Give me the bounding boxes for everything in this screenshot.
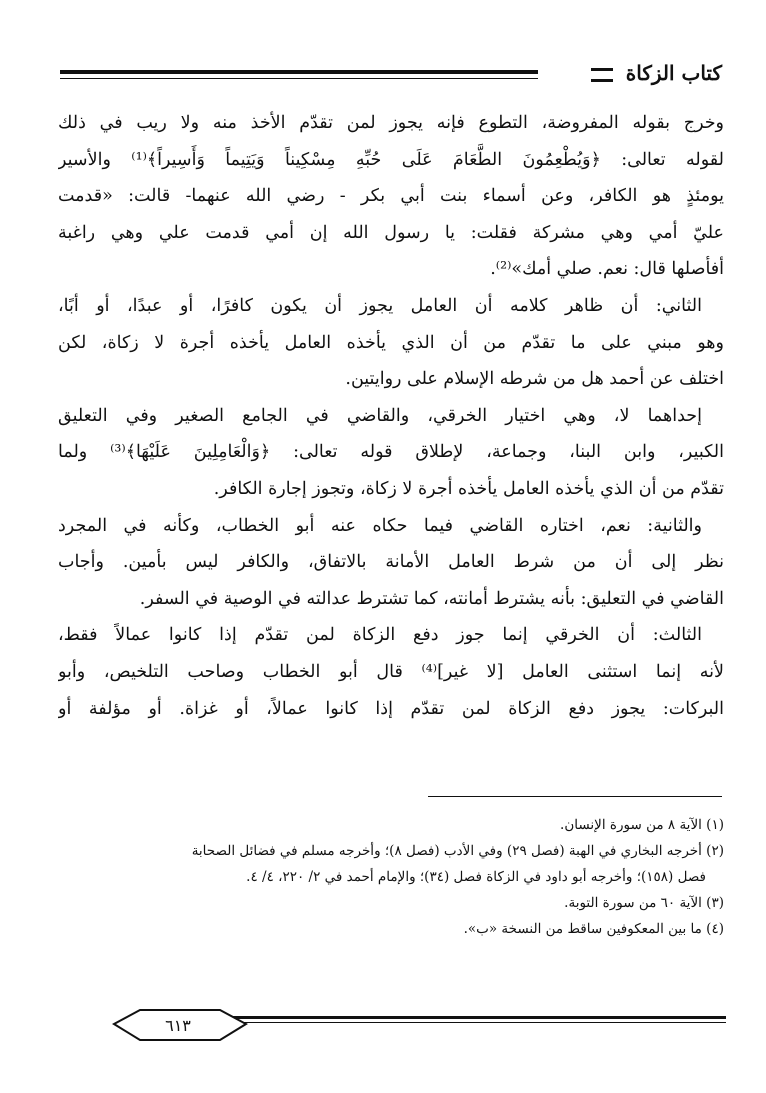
body-line: وخرج بقوله المفروضة، التطوع فإنه يجوز لمن تقدّم الأخذ منه ولا ريب في ذلك (58, 113, 724, 133)
footnote: (٣) الآية ٦٠ من سورة التوبة. (564, 895, 724, 911)
running-header (60, 58, 722, 98)
body-line: والثانية: نعم، اختاره القاضي فيما حكاه عنه أبو الخطاب، وكأنه في المجرد (58, 515, 702, 536)
footnotes (58, 812, 724, 942)
footnote: (١) الآية ٨ من سورة الإنسان. (560, 817, 724, 833)
header-rule-thick (60, 70, 538, 74)
footnote-continuation: فصل (١٥٨)؛ وأخرجه أبو داود في الزكاة فصل (٣٤)؛ والإمام أحمد في ٢/ ٢٢٠، ٤/ ٤. (246, 869, 706, 885)
header-title-text: كتاب الزكاة (625, 61, 722, 85)
body-line: البركات: يجوز دفع الزكاة لمن تقدّم إذا كانوا عمالاً، أو غزاة. أو مؤلفة أو (58, 698, 724, 719)
footnote: (٤) ما بين المعكوفين ساقط من النسخة «ب». (463, 921, 724, 937)
body-text (58, 105, 724, 727)
page-number-plaque (70, 1012, 726, 1052)
body-line: الثاني: أن ظاهر كلامه أن العامل يجوز أن يكون كافرًا، أو عبدًا، أو أبًا، (58, 295, 702, 316)
body-line: أفأصلها قال: نعم. صلي أمك»⁽²⁾. (490, 259, 724, 280)
footnote-separator (428, 796, 722, 797)
body-line: إحداهما لا، وهي اختيار الخرقي، والقاضي في الجامع الصغير وفي التعليق (58, 405, 702, 426)
body-line: عليّ أمي وهي مشركة فقلت: يا رسول الله إن أمي قدمت علي وهي راغبة (58, 222, 724, 243)
body-line: لأنه إنما استثنى العامل [لا غير]⁽⁴⁾ قال أبو الخطاب وصاحب التلخيص، وأبو (58, 661, 724, 682)
header-title (591, 58, 722, 88)
body-line: لقوله تعالى: ﴿وَيُطْعِمُونَ الطَّعَامَ عَلَى حُبِّهِ مِسْكِيناً وَيَتِيماً وَأَسِيراً﴾⁽¹⁾ والأسير (58, 149, 724, 170)
footer-rule-thick (190, 1016, 726, 1019)
body-line: الكبير، وابن البنا، وجماعة، لإطلاق قوله تعالى: ﴿وَالْعَامِلِينَ عَلَيْهَا﴾⁽³⁾ ولما (58, 442, 724, 463)
body-line: يومئذٍ هو الكافر، وعن أسماء بنت أبي بكر - رضي الله عنهما- قالت: «قدمت (58, 186, 724, 207)
body-line: الثالث: أن الخرقي إنما جوز دفع الزكاة لمن تقدّم إذا كانوا عمالاً فقط، (58, 625, 702, 646)
footer-rule-thin (190, 1022, 726, 1023)
body-line: القاضي في التعليق: بأنه يشترط أمانته، كما تشترط عدالته في الوصية في السفر. (139, 588, 724, 609)
body-line: تقدّم من أن الذي يأخذه العامل يأخذه أجرة لا زكاة، وتجوز إجارة الكافر. (213, 478, 724, 499)
footnote: (٢) أخرجه البخاري في الهبة (فصل ٢٩) وفي الأدب (فصل ٨)؛ وأخرجه مسلم في فضائل الصحابة (191, 843, 724, 859)
body-line: وهو مبني على ما تقدّم من أن الذي يأخذه العامل يأخذه أجرة لا زكاة، لكن (58, 332, 724, 353)
body-line: اختلف عن أحمد هل من شرطه الإسلام على روايتين. (345, 369, 724, 390)
body-line: نظر إلى أن من شرط العامل الأمانة بالاتفاق، والكافر ليس بأمين. وأجاب (58, 552, 724, 573)
header-rule-thin (60, 78, 538, 79)
page-number: ٦١٣ (165, 1016, 191, 1035)
header-dash-ornament (591, 68, 613, 82)
